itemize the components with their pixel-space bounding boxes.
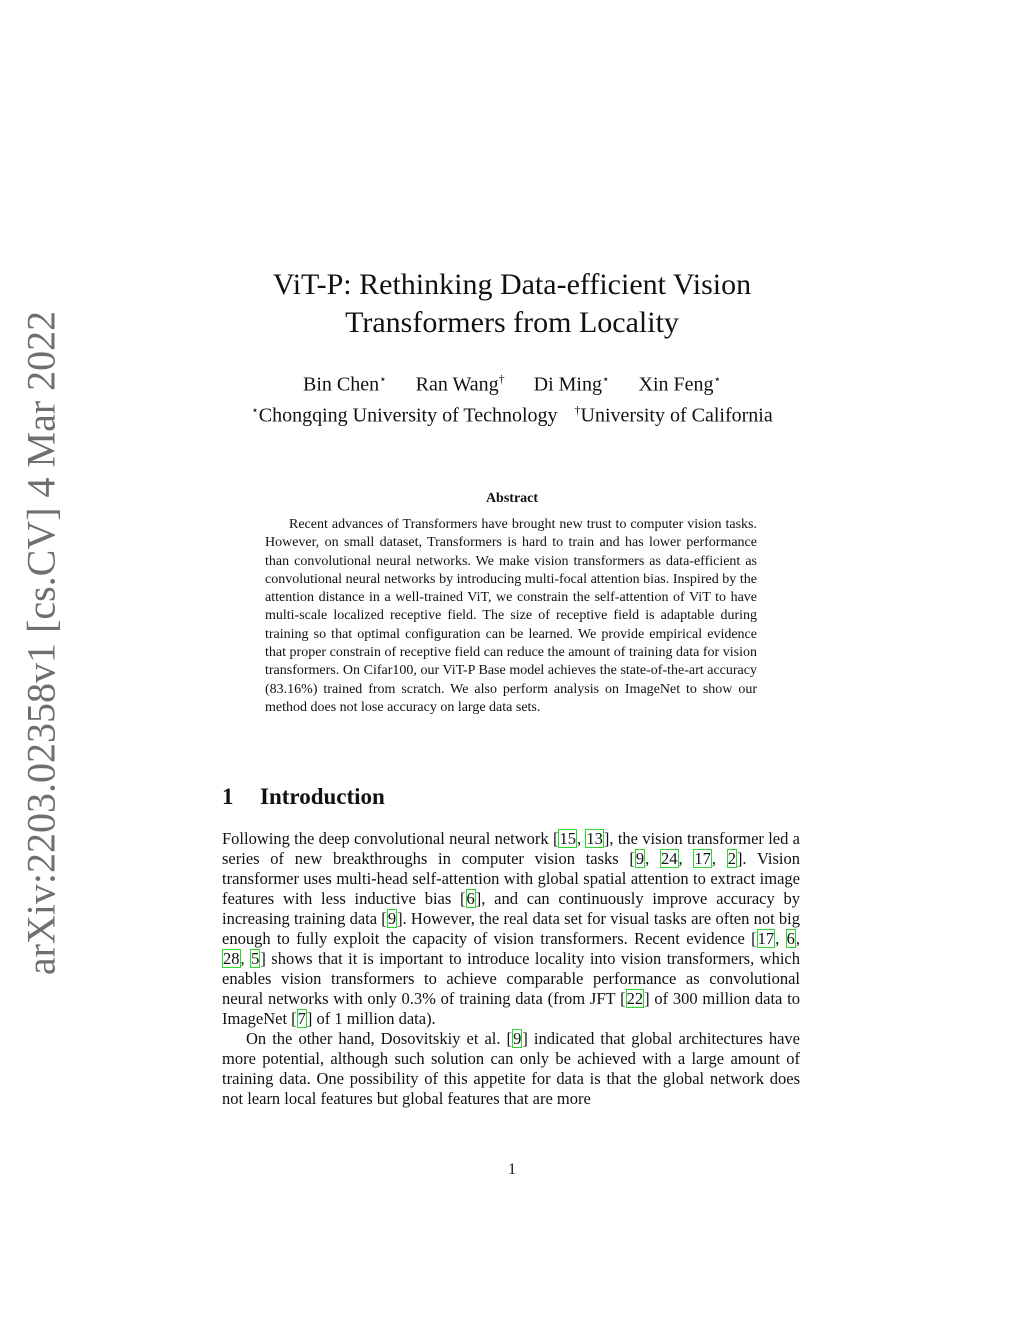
section-title: Introduction <box>260 784 385 809</box>
title-line-2: Transformers from Locality <box>345 306 679 339</box>
page-number: 1 <box>508 1161 516 1178</box>
affiliation-name: University of California <box>580 404 773 427</box>
citation-link[interactable]: 17 <box>694 849 711 868</box>
author <box>303 372 387 397</box>
abstract-heading: Abstract <box>485 491 539 506</box>
citation-link[interactable]: 13 <box>586 829 603 848</box>
title-line-1: ViT-P: Rethinking Data-efficient Vision <box>272 268 752 301</box>
affiliation <box>575 403 773 428</box>
citation-link[interactable]: 5 <box>251 949 260 968</box>
citation-link[interactable]: 22 <box>626 989 644 1008</box>
introduction-body <box>222 829 800 1109</box>
body-paragraph: On the other hand, Dosovitskiy et al. [9] indicated that global architectures have more potential, although such solution can only be achieved with a large amount of training data. One possibility of this appetite for data is that the global network does not learn local features but global features that are more <box>222 1029 800 1108</box>
body-paragraph: Following the deep convolutional neural network [15, 13], the vision transformer led a series of new breakthroughs in computer vision tasks [9, 24, 17, 2]. Vision transformer uses multi-head self-attention with global spatial attention to extract image features with less inductive bias [6], and can continuously improve accuracy by increasing training data [9]. However, the real data set for visual tasks are often not big enough to fully exploit the capacity of vision transformers. Recent evidence [17, 6, 28, 5] shows that it is important to introduce locality into vision transformers, which enables vision transformers to achieve comparable performance as convolutional neural networks with only 0.3% of training data (from JFT [22] of 300 million data to ImageNet [7] of 1 million data). <box>222 829 801 1028</box>
author-name: Ran Wang <box>415 373 499 396</box>
arxiv-identifier <box>10 310 72 975</box>
author-name: Xin Feng <box>638 373 714 396</box>
citation-link[interactable]: 9 <box>635 849 645 868</box>
citation-link[interactable]: 9 <box>513 1029 522 1048</box>
affiliation-mark: ⋆ <box>251 403 259 417</box>
affiliation-list <box>222 403 802 428</box>
citation-link[interactable]: 9 <box>387 909 397 928</box>
citation-link[interactable]: 17 <box>757 929 775 948</box>
author-name: Di Ming <box>533 373 602 396</box>
author-mark: ⋆ <box>713 372 722 386</box>
section-number: 1 <box>222 784 234 809</box>
author <box>639 372 722 397</box>
arxiv-identifier-text: arXiv:2203.02358v1 [cs.CV] 4 Mar 2022 <box>18 310 64 975</box>
citation-link[interactable]: 15 <box>559 829 576 848</box>
citation-link[interactable]: 6 <box>786 929 795 948</box>
citation-link[interactable]: 28 <box>223 949 240 968</box>
affiliation-name: Chongqing University of Technology <box>258 404 558 427</box>
author <box>416 372 505 397</box>
section-heading <box>222 784 385 810</box>
author-mark: † <box>498 372 505 386</box>
paper-title <box>222 266 802 342</box>
citation-link[interactable]: 2 <box>727 849 736 868</box>
affiliation-mark: † <box>574 403 581 417</box>
citation-link[interactable]: 7 <box>297 1009 306 1028</box>
author-name: Bin Chen <box>302 373 380 396</box>
citation-link[interactable]: 24 <box>661 849 678 868</box>
author-list <box>222 372 802 397</box>
affiliation <box>251 403 557 428</box>
abstract-text: Recent advances of Transformers have brought new trust to computer vision tasks. However, on small dataset, Transformers is hard to train and has lower performance than convolutional neural networks. We make vision transformers as data-efficient as convolutional neural networks by introducing multi-focal attention bias. Inspired by the attention distance in a well-trained ViT, we constrain the self-attention of ViT to have multi-scale localized receptive field. The size of receptive field is adaptable during training so that optimal configuration can be learned. We provide empirical evidence that proper constrain of receptive field can reduce the amount of training data for vision transformers. On Cifar100, our ViT-P Base model achieves the state-of-the-art accuracy (83.16%) trained from scratch. We also perform analysis on ImageNet to show our method does not lose accuracy on large data sets. <box>265 517 757 715</box>
author <box>534 372 610 397</box>
citation-link[interactable]: 6 <box>466 889 475 908</box>
author-mark: ⋆ <box>379 372 387 386</box>
author-mark: ⋆ <box>601 372 610 386</box>
